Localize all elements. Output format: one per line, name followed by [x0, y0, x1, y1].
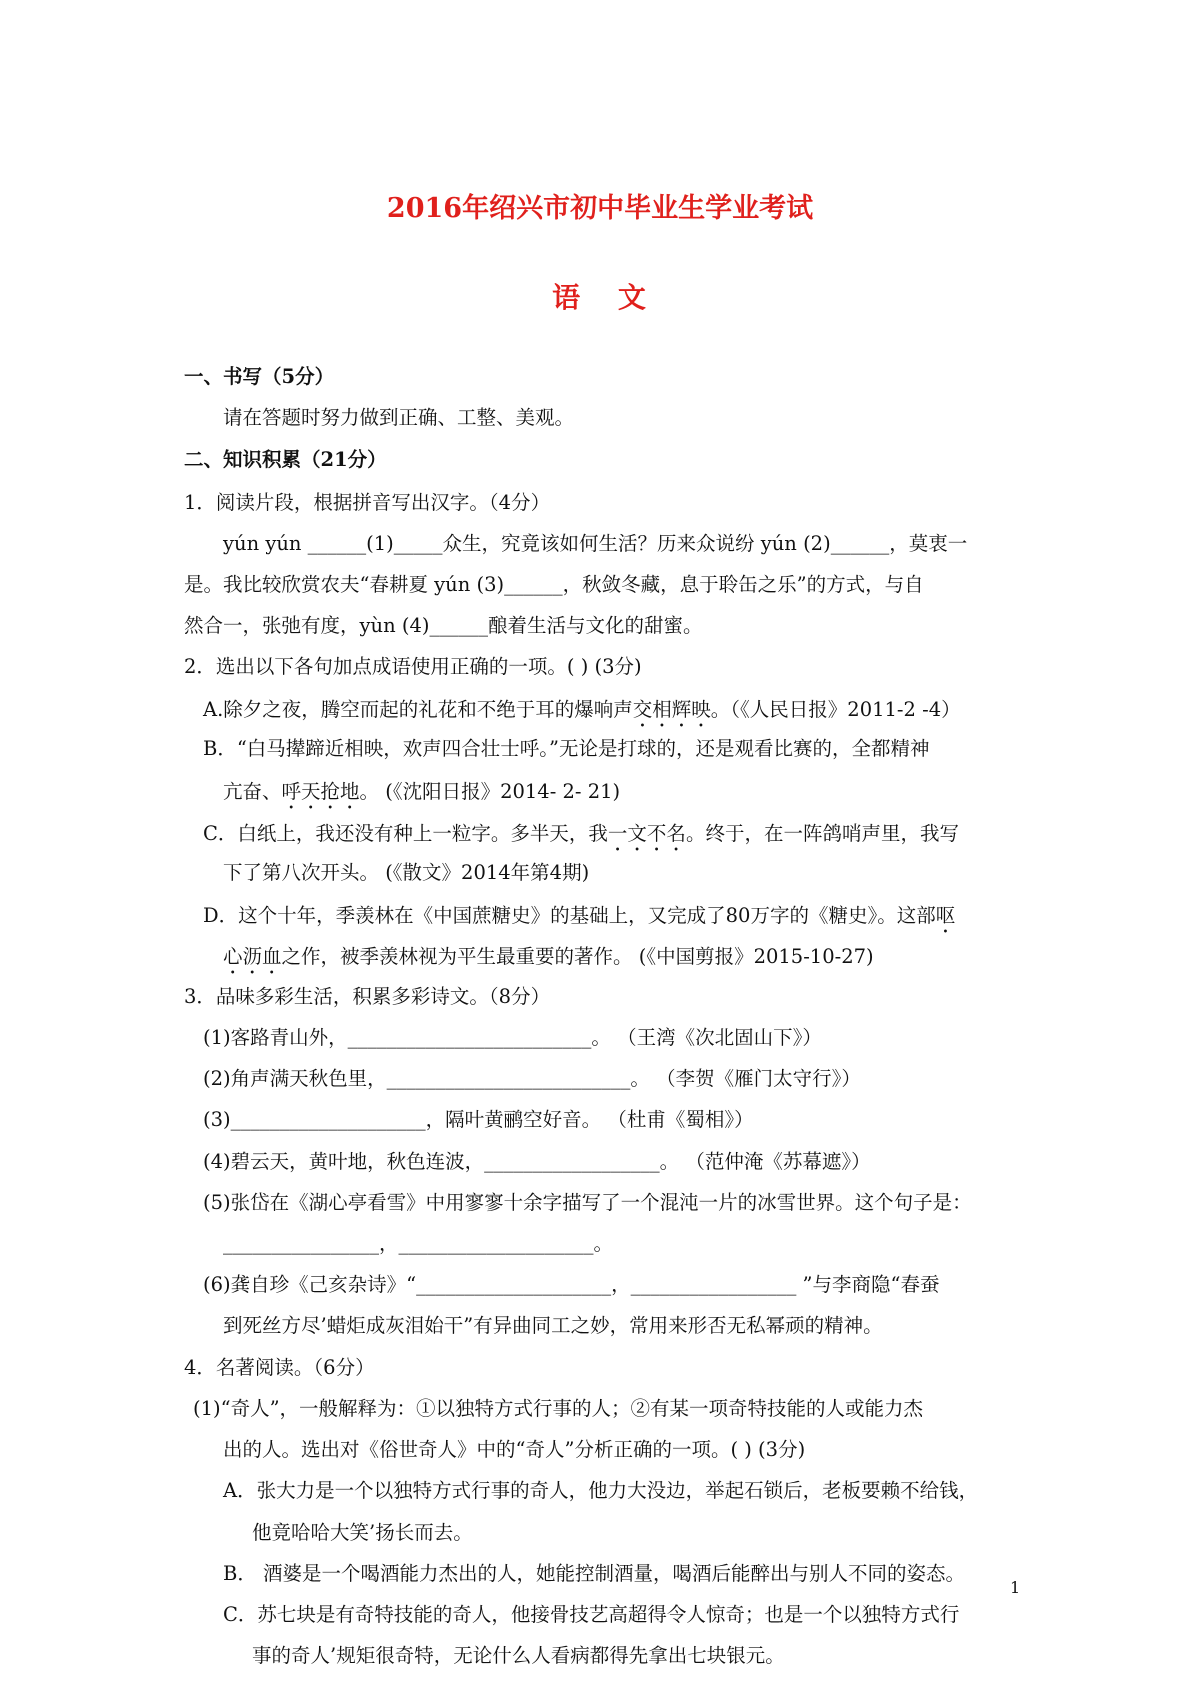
emphasized-phrase: 心沥血 [223, 945, 282, 968]
text-line: (1)客路青山外，_________________________。 （王湾《次北固山下》） [203, 1026, 822, 1049]
text-line: 2．选出以下各句加点成语使用正确的一项。( ) (3分) [184, 655, 642, 678]
text-line [223, 780, 620, 814]
text-segment: D．这个十年，季羡林在《中国蔗糖史》的基础上，又完成了80万字的《糖史》。这部 [203, 904, 936, 927]
text-line [203, 698, 961, 732]
text-segment: 。 (《沈阳日报》2014- 2- 21) [359, 780, 621, 803]
subject-title: 语 文 [552, 281, 660, 314]
text-segment: 之作，被季羡林视为平生最重要的著作。 (《中国剪报》2015-10-27) [281, 945, 874, 968]
text-line: (5)张岱在《湖心亭看雪》中用寥寥十余字描写了一个混沌一片的冰雪世界。这个句子是： [203, 1191, 972, 1214]
text-line: A．张大力是一个以独特方式行事的奇人，他力大没边，举起石锁后，老板要赖不给钱， [223, 1479, 979, 1502]
text-line: B． 酒婆是一个喝酒能力杰出的人，她能控制酒量，喝酒后能醉出与别人不同的姿态。 [223, 1562, 966, 1585]
text-line: 4．名著阅读。（6分） [184, 1356, 375, 1379]
text-line: (4)碧云天，黄叶地，秋色连波，__________________。 （范仲淹《苏幕遮》） [203, 1150, 871, 1173]
text-line: 他竟哈哈大笑’扬长而去。 [252, 1521, 473, 1544]
text-line [203, 822, 959, 856]
text-line: 然合一，张弛有度，yùn (4)______酿着生活与文化的甜蜜。 [184, 614, 703, 637]
text-line: 是。我比较欣赏农夫“春耕夏 yún (3)______，秋敛冬藏，息于聆缶之乐”的方式，与自 [184, 573, 924, 596]
text-line: 二、知识积累（21分） [184, 448, 387, 471]
text-line: 出的人。选出对《俗世奇人》中的“奇人”分析正确的一项。( ) (3分) [223, 1438, 806, 1461]
emphasized-phrase: 呕 [935, 904, 956, 927]
emphasized-phrase: 呼天抢地 [281, 780, 360, 803]
text-line: (6)龚自珍《己亥杂诗》“____________________，_________________ ”与李商隐“春蚕 [203, 1273, 940, 1296]
text-line: 一、书写（5分） [184, 365, 335, 388]
exam-title: 2016年绍兴市初中毕业生学业考试 [386, 193, 814, 224]
text-segment: 亢奋、 [223, 780, 282, 803]
text-line: 事的奇人’规矩很奇特，无论什么人看病都得先拿出七块银元。 [252, 1644, 785, 1667]
page-number: 1 [1010, 1578, 1021, 1597]
text-line: 3．品味多彩生活，积累多彩诗文。（8分） [184, 985, 551, 1008]
text-line: (2)角声满天秋色里，_________________________。 （李贺《雁门太守行》） [203, 1067, 861, 1090]
text-line: B．“白马撵蹄近相映，欢声四合壮士呼。”无论是打球的，还是观看比赛的，全都精神 [203, 737, 930, 760]
text-segment: A.除夕之夜，腾空而起的礼花和不绝于耳的爆响声 [203, 698, 633, 721]
text-line: 到死丝方尽’蜡炬成灰泪始干”有异曲同工之妙，常用来形否无私幂顽的精神。 [223, 1314, 883, 1337]
text-line: C．苏七块是有奇特技能的奇人，他接骨技艺高超得令人惊奇；也是一个以独特方式行 [223, 1603, 960, 1626]
text-line: (3)____________________，隔叶黄鹂空好音。 （杜甫《蜀相》） [203, 1108, 754, 1131]
text-line [203, 904, 955, 938]
text-line [223, 945, 874, 979]
text-segment: C．白纸上，我还没有种上一粒字。多半天，我 [203, 822, 608, 845]
text-line: 请在答题时努力做到正确、工整、美观。 [223, 406, 575, 429]
text-line: yún yún ______(1)_____众生，究竟该如何生活？历来众说纷 yún (2)______，莫衷一 [223, 532, 968, 555]
text-line: 下了第八次开头。 (《散文》2014年第4期) [223, 861, 590, 884]
text-line: (1)“奇人”，一般解释为：①以独特方式行事的人；②有某一项奇特技能的人或能力杰 [193, 1397, 924, 1420]
text-segment: 。终于，在一阵鸽哨声里，我写 [685, 822, 959, 845]
text-segment: 。（《人民日报》2011-2 -4） [710, 698, 961, 721]
text-line: 1．阅读片段，根据拼音写出汉字。（4分） [184, 491, 551, 514]
emphasized-phrase: 交相辉映 [632, 698, 711, 721]
text-line: ________________，____________________。 [223, 1232, 613, 1255]
emphasized-phrase: 一文不名 [607, 822, 686, 845]
